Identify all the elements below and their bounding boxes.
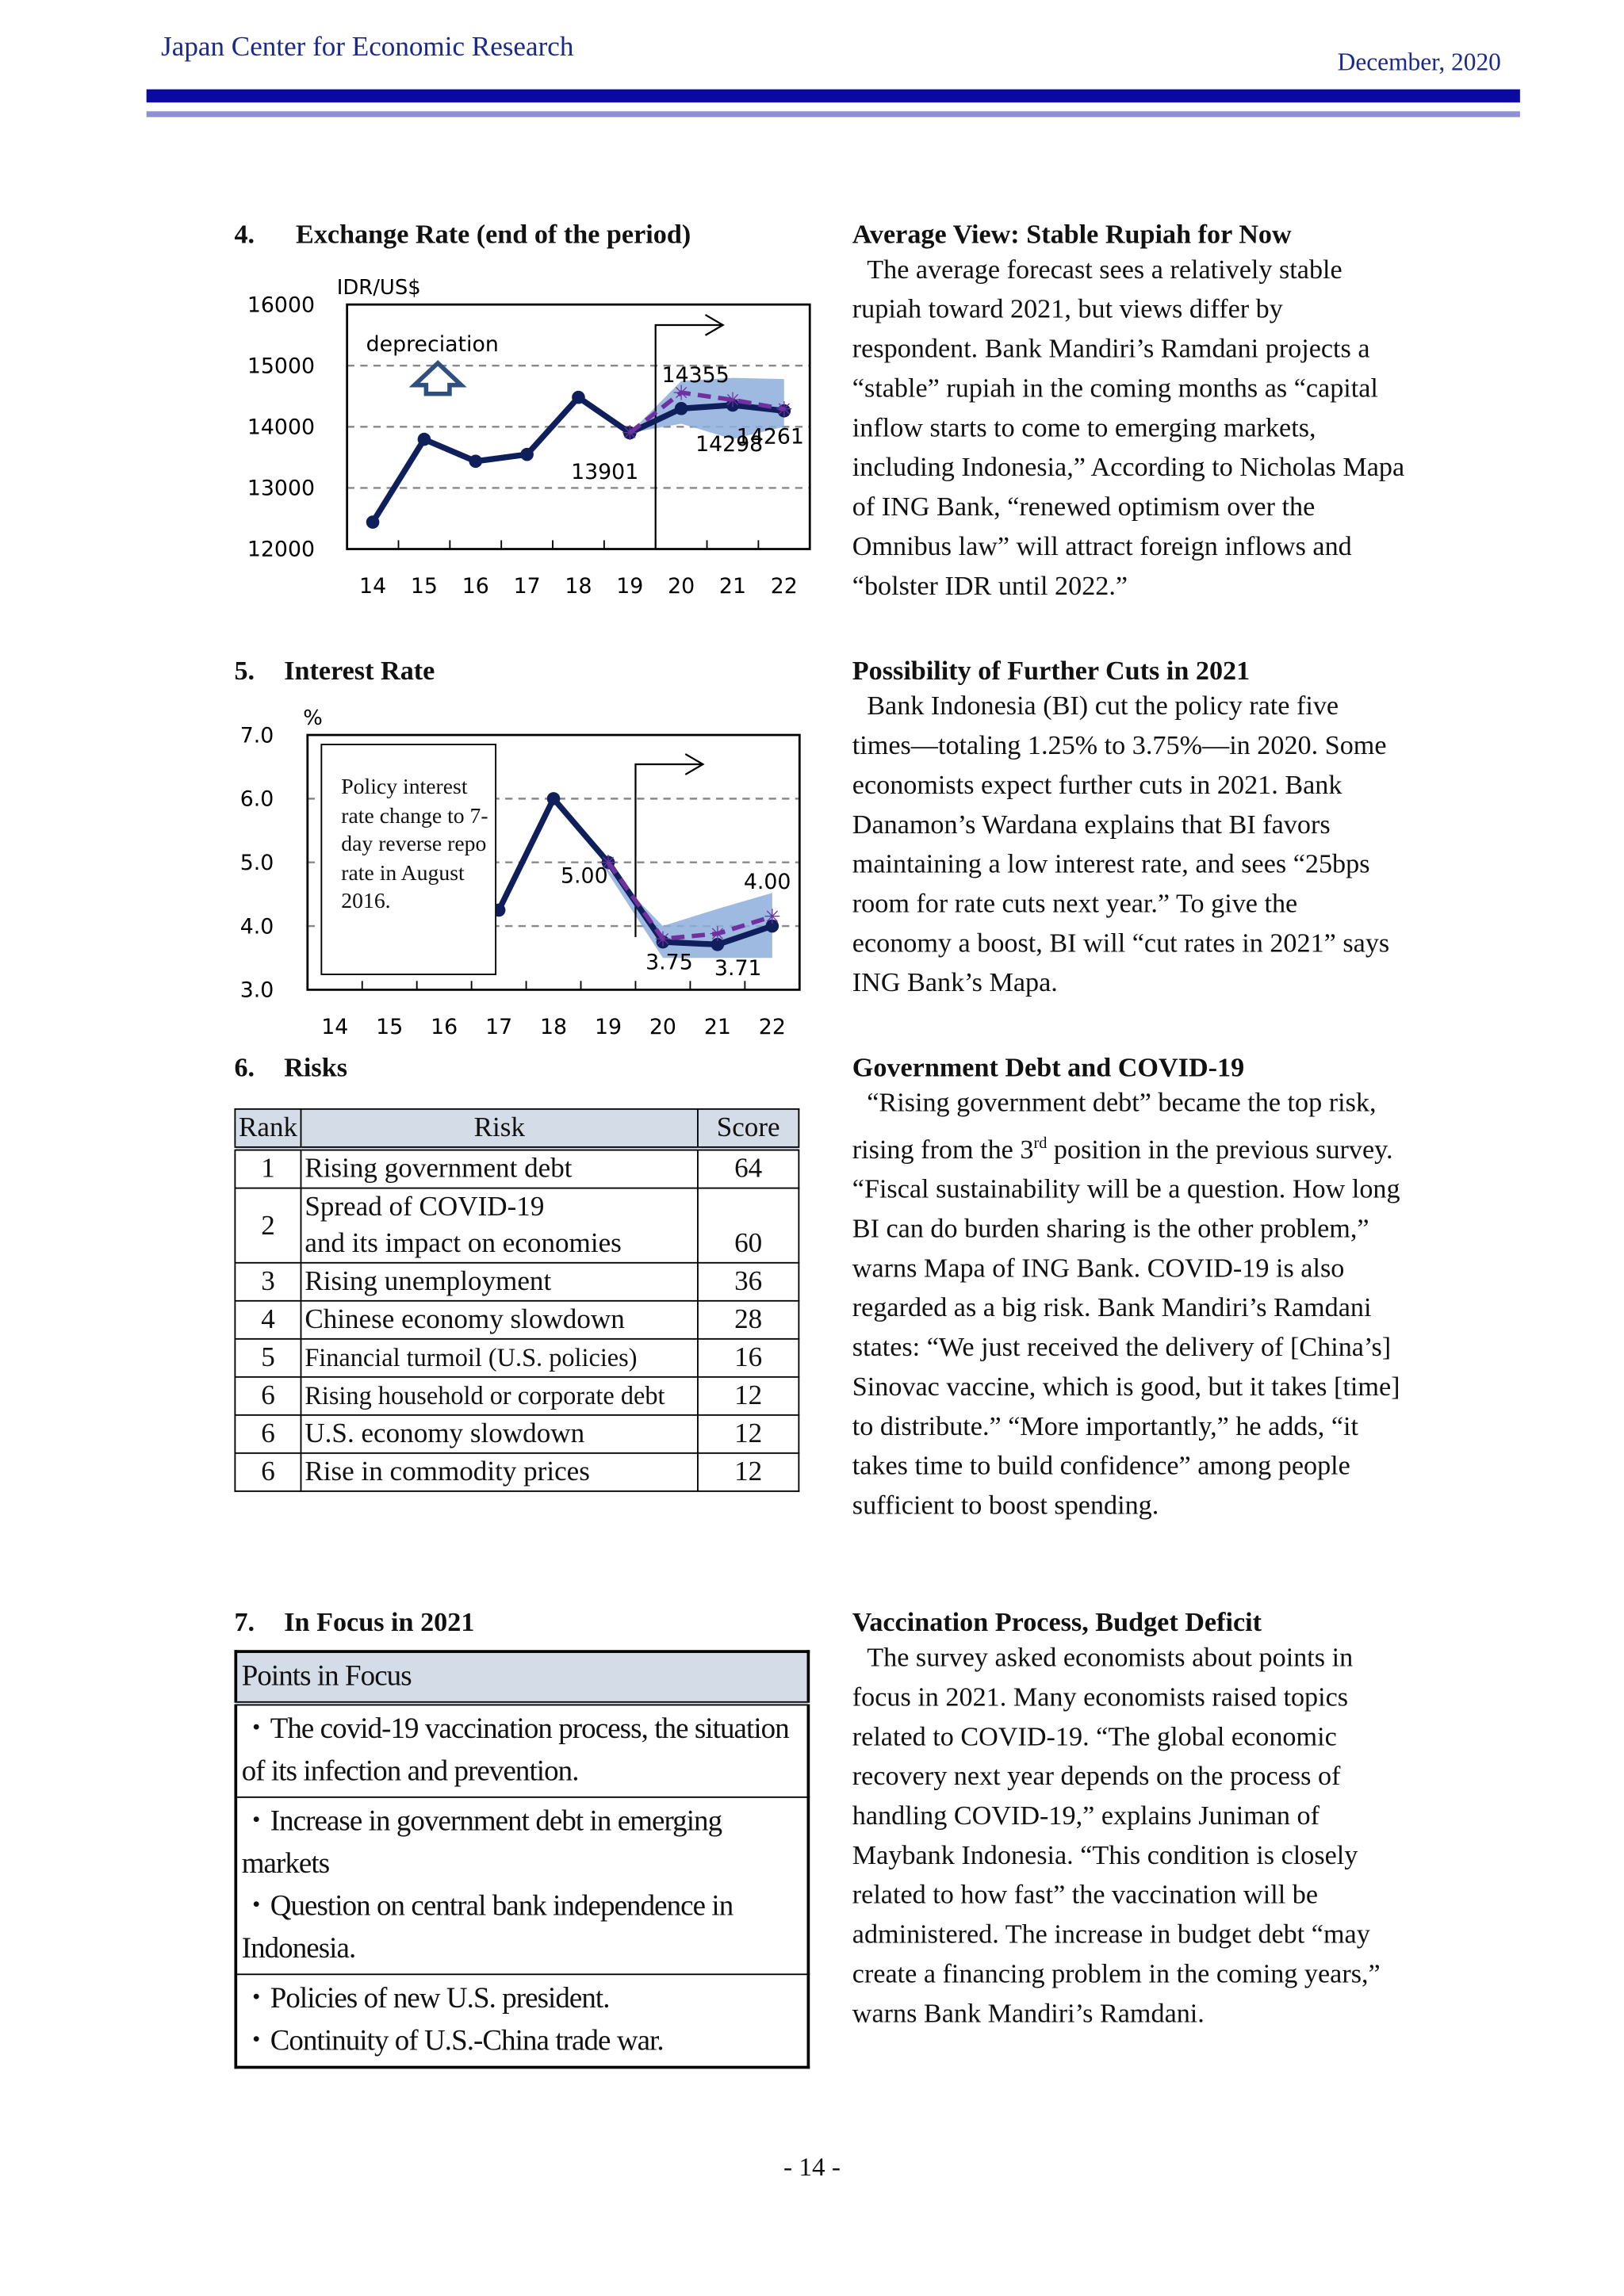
y-tick-label: 6.0: [239, 786, 274, 812]
risk-line: Rising household or corporate debt: [304, 1380, 665, 1410]
risk-cell: [301, 1301, 698, 1339]
article-body-part: “Rising government debt” became the top risk, rising from the 3: [852, 1089, 1377, 1166]
forecast-marker-icon: ✳: [599, 851, 617, 875]
data-label: 14298: [695, 431, 764, 457]
data-label: 4.00: [743, 869, 791, 894]
data-label: 13901: [571, 459, 639, 484]
section-title-text: In Focus in 2021: [284, 1609, 475, 1639]
y-tick-label: 12000: [247, 537, 316, 562]
rank-cell: 2: [235, 1188, 301, 1263]
table-row: [235, 1339, 799, 1377]
risk-line: Rising unemployment: [304, 1266, 552, 1298]
x-tick-label: 18: [540, 1014, 568, 1039]
x-tick-label: 14: [321, 1014, 349, 1039]
focus-item: ・Policies of new U.S. president.: [241, 1982, 610, 2015]
rank-cell: 1: [235, 1149, 301, 1188]
forecast-marker-icon: ✳: [672, 381, 690, 406]
y-tick-label: 7.0: [239, 723, 274, 748]
y-tick-label: 3.0: [239, 978, 274, 1003]
article-body: The average forecast sees a relatively stable rupiah toward 2021, but views differ by respondent. Bank Mandiri’s Ramdani projects a “stable” rupiah in the coming months as “capital inflow starts to come to emerging markets, including Indonesia,” According to Nicholas Mapa of ING Bank, “renewed optimism over the Omnibus law” will attract foreign inflows and “bolster IDR until 2022.”: [852, 256, 1405, 602]
focus-cell: [236, 1797, 808, 1974]
score-cell: 36: [698, 1263, 799, 1301]
focus-cell: [236, 1974, 808, 2067]
score-cell: 12: [698, 1453, 799, 1491]
risk-line: Financial turmoil (U.S. policies): [304, 1342, 638, 1372]
focus-item: ・Increase in government debt in emerging markets: [241, 1804, 722, 1881]
data-label: 5.00: [561, 863, 608, 889]
article-title: Average View: Stable Rupiah for Now: [852, 220, 1292, 251]
section-title-text: Interest Rate: [284, 657, 435, 687]
actual-data-point: [572, 391, 585, 404]
page-number: - 14 -: [783, 2152, 841, 2182]
score-cell: 28: [698, 1301, 799, 1339]
risk-cell: [301, 1263, 698, 1301]
header-organization: Japan Center for Economic Research: [161, 32, 574, 63]
forecast-marker-icon: ✳: [775, 398, 793, 423]
risk-cell: [301, 1339, 698, 1377]
risk-line: Rising government debt: [304, 1154, 573, 1184]
actual-data-point: [366, 515, 380, 529]
x-tick-label: 21: [703, 1014, 731, 1039]
x-tick-label: 17: [513, 573, 541, 599]
focus-row: [236, 1704, 808, 1797]
x-tick-label: 20: [668, 573, 695, 599]
forecast-marker-icon: ✳: [724, 388, 741, 413]
y-tick-label: 5.0: [239, 850, 274, 875]
forecast-marker-icon: ✳: [621, 422, 639, 446]
article-title: Possibility of Further Cuts in 2021: [852, 657, 1251, 687]
article-body-part: position in the previous survey. “Fiscal sustainability will be a question. How long BI can do burden sharing is the other problem,” warns Mapa of ING Bank. COVID-19 is also regarded as a big risk. Bank Mandiri’s Ramdani states: “We just received the delivery of [China’s] Sinovac vaccine, which is good, but it takes [time] to distribute.” “More importantly,” he adds, “it takes time to build confidence” among people sufficient to boost spending.: [852, 1136, 1400, 1522]
section-number: 5.: [234, 657, 255, 687]
header-rule-thin: [147, 111, 1520, 117]
actual-data-point: [520, 448, 534, 461]
focus-row: [236, 1974, 808, 2067]
x-tick-label: 22: [770, 573, 798, 599]
chart-note: Policy interest rate change to 7-day reverse repo rate in August 2016.: [341, 775, 488, 914]
risk-cell: [301, 1453, 698, 1491]
y-axis-unit: IDR/US$: [336, 276, 421, 300]
table-row: [235, 1453, 799, 1491]
score-cell: 12: [698, 1415, 799, 1453]
focus-item: ・Question on central bank independence in Indonesia.: [241, 1890, 733, 1965]
focus-item: ・Continuity of U.S.-China trade war.: [241, 2024, 664, 2057]
section-title-interest-rate: [234, 657, 435, 688]
x-tick-label: 19: [594, 1014, 622, 1039]
chart-note-box: [320, 744, 496, 975]
section-title-in-focus: [234, 1609, 474, 1640]
focus-table-header: Points in Focus: [236, 1651, 808, 1704]
risk-line: and its impact on economies: [304, 1228, 622, 1260]
focus-table: [234, 1650, 810, 2068]
table-row: [235, 1377, 799, 1415]
score-cell: 12: [698, 1377, 799, 1415]
table-row: [235, 1415, 799, 1453]
forecast-marker-icon: ✳: [654, 928, 672, 952]
ordinal-superscript: rd: [1033, 1135, 1048, 1153]
section-title-text: Exchange Rate (end of the period): [296, 220, 691, 251]
forecast-marker-icon: ✳: [709, 922, 726, 947]
section-title-exchange-rate: [234, 221, 691, 252]
data-label: 3.71: [714, 955, 762, 981]
article-further-cuts: [852, 657, 1402, 1004]
rank-cell: 6: [235, 1453, 301, 1491]
section-number: 7.: [234, 1609, 255, 1639]
data-label: 3.75: [645, 950, 693, 975]
rank-cell: 5: [235, 1339, 301, 1377]
actual-data-point: [469, 454, 482, 468]
risk-line: Spread of COVID-19: [304, 1192, 545, 1223]
article-government-debt: [852, 1054, 1409, 1528]
focus-cell: [236, 1704, 808, 1797]
x-tick-label: 19: [616, 573, 644, 599]
score-cell: 16: [698, 1339, 799, 1377]
focus-item: ・The covid-19 vaccination process, the situation of its infection and prevention.: [241, 1712, 789, 1788]
rank-cell: 6: [235, 1377, 301, 1415]
score-cell: 64: [698, 1149, 799, 1188]
risk-line: Rise in commodity prices: [304, 1456, 590, 1488]
interest-rate-chart: [227, 700, 813, 1051]
x-tick-label: 22: [758, 1014, 786, 1039]
risk-cell: [301, 1188, 698, 1263]
x-tick-label: 20: [649, 1014, 676, 1039]
section-number: 6.: [234, 1054, 255, 1084]
y-tick-label: 14000: [247, 415, 316, 440]
article-body: [852, 1085, 1409, 1527]
risks-table: [234, 1108, 799, 1492]
article-stable-rupiah: [852, 221, 1409, 608]
x-tick-label: 15: [410, 573, 438, 599]
article-title: Vaccination Process, Budget Deficit: [852, 1609, 1262, 1639]
depreciation-label: depreciation: [366, 332, 499, 358]
x-tick-label: 21: [718, 573, 746, 599]
data-label: 14355: [661, 362, 730, 388]
article-title: Government Debt and COVID-19: [852, 1054, 1245, 1084]
table-row: [235, 1149, 799, 1188]
y-tick-label: 15000: [247, 354, 316, 379]
y-tick-label: 13000: [247, 476, 316, 501]
y-tick-label: 4.0: [239, 914, 274, 939]
risk-line: Chinese economy slowdown: [304, 1304, 625, 1336]
article-vaccination: [852, 1609, 1409, 2035]
article-body: The survey asked economists about points in focus in 2021. Many economists raised topics related to COVID-19. “The global economic recovery next year depends on the process of handling COVID-19,” explains Juniman of Maybank Indonesia. “This condition is closely related to how fast” the vaccination will be administered. The increase in budget debt “may create a financing problem in the coming years,” warns Bank Mandiri’s Ramdani.: [852, 1644, 1381, 2030]
forecast-marker-icon: ✳: [763, 905, 781, 930]
x-tick-label: 16: [431, 1014, 458, 1039]
x-tick-label: 16: [462, 573, 489, 599]
risk-line: U.S. economy slowdown: [304, 1418, 585, 1450]
section-title-text: Risks: [284, 1054, 348, 1084]
table-row: [235, 1263, 799, 1301]
x-tick-label: 14: [359, 573, 387, 599]
actual-data-point: [418, 433, 431, 446]
data-label: 14261: [736, 424, 804, 450]
article-body: Bank Indonesia (BI) cut the policy rate five times—totaling 1.25% to 3.75%—in 2020. Some economists expect further cuts in 2021. Bank Danamon’s Wardana explains that BI favors maintaining a low interest rate, and sees “25bps room for rate cuts next year.” To give the economy a boost, BI will “cut rates in 2021” says ING Bank’s Mapa.: [852, 692, 1390, 999]
header-rule-thick: [147, 90, 1520, 103]
rank-cell: 4: [235, 1301, 301, 1339]
header-date: December, 2020: [1337, 48, 1501, 77]
table-row: [235, 1188, 799, 1263]
y-axis-unit: %: [303, 706, 323, 731]
exchange-rate-chart: [234, 263, 820, 614]
score-cell: 60: [698, 1188, 799, 1263]
rank-cell: 3: [235, 1263, 301, 1301]
table-row: [235, 1301, 799, 1339]
y-tick-label: 16000: [247, 293, 316, 318]
risk-cell: [301, 1415, 698, 1453]
up-arrow-icon: [415, 363, 462, 394]
risk-cell: [301, 1377, 698, 1415]
column-header-rank: Rank: [235, 1109, 301, 1149]
column-header-risk: Risk: [301, 1109, 698, 1149]
section-title-risks: [234, 1054, 347, 1085]
column-header-score: Score: [698, 1109, 799, 1149]
rank-cell: 6: [235, 1415, 301, 1453]
risk-cell: [301, 1149, 698, 1188]
focus-row: [236, 1797, 808, 1974]
section-number: 4.: [234, 220, 255, 251]
x-tick-label: 15: [376, 1014, 404, 1039]
x-tick-label: 18: [565, 573, 592, 599]
x-tick-label: 17: [485, 1014, 513, 1039]
actual-data-point: [547, 792, 561, 806]
